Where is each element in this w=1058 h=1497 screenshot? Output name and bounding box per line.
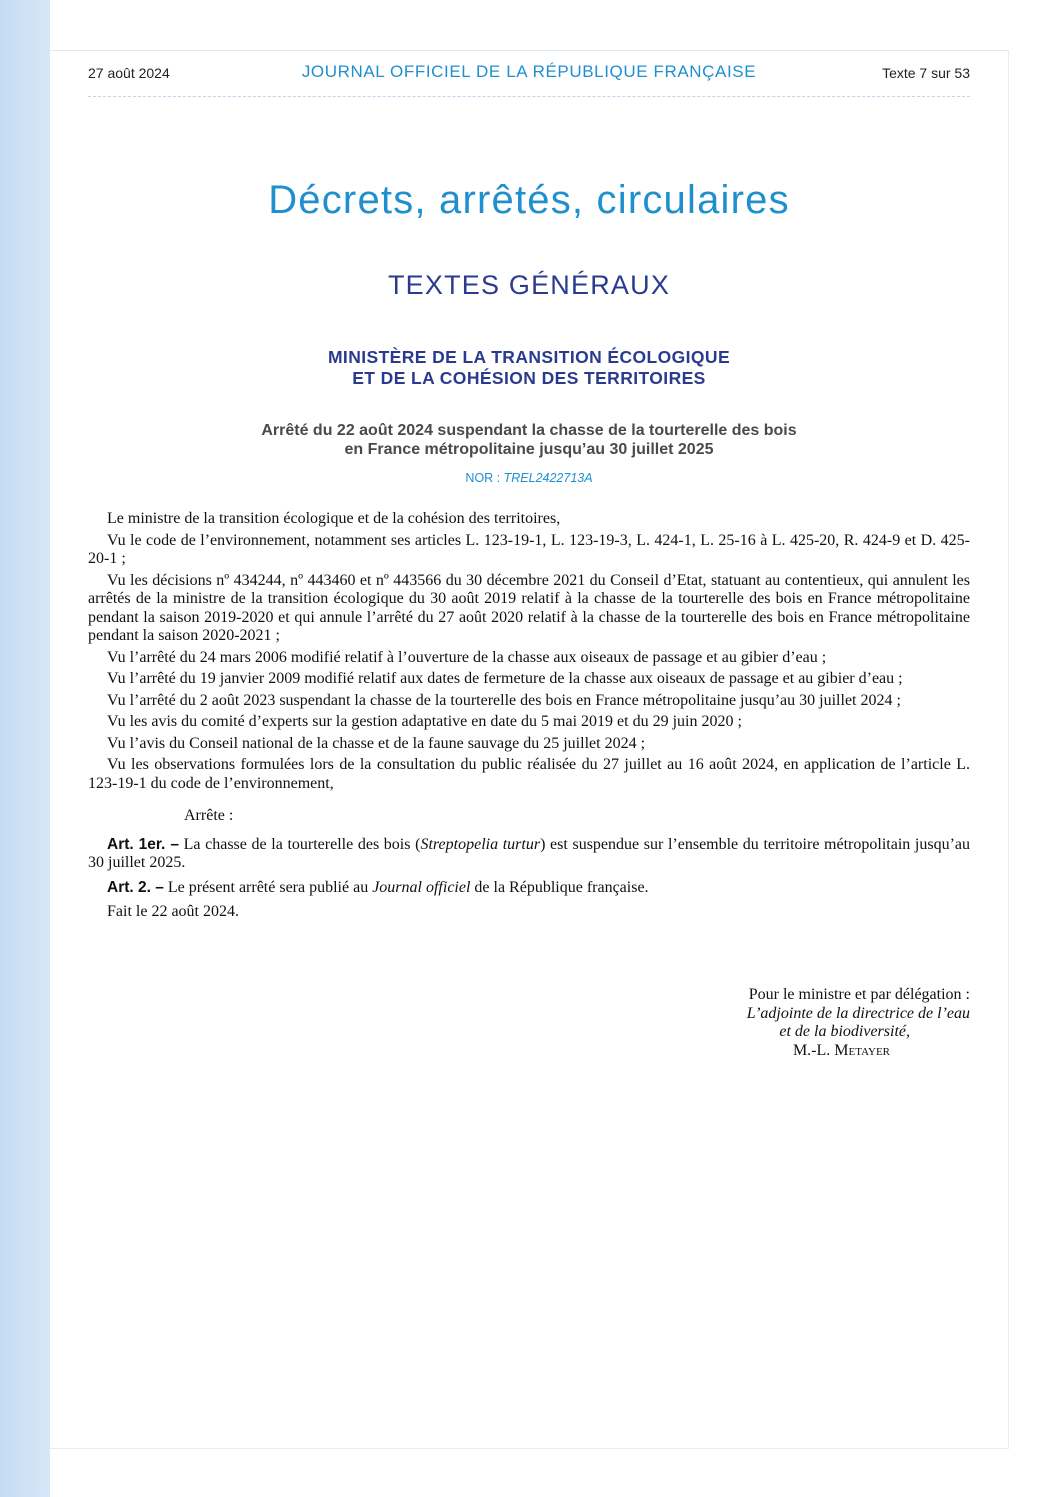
arrete-title-line: en France métropolitaine jusqu’au 30 juillet 2025 [344, 441, 714, 458]
journal-officiel-reference: Journal officiel [372, 878, 471, 896]
nor-value: TREL2422713A [503, 471, 593, 485]
header-divider [88, 96, 970, 97]
article-1 [88, 836, 970, 873]
preamble-paragraph: Vu l’arrêté du 2 août 2023 suspendant la chasse de la tourterelle des bois en France métropolitaine jusqu’au 30 juillet 2024 ; [107, 691, 901, 709]
section-title: Décrets, arrêtés, circulaires [268, 178, 790, 222]
nor-reference [88, 471, 970, 485]
arrete-word: Arrête : [184, 807, 234, 824]
preamble-paragraph: Vu les observations formulées lors de la consultation du public réalisée du 27 juillet au 16 août 2024, en application de l’article L. 123-19-1 du code de l’environnement, [88, 756, 970, 792]
nor-label: NOR : [465, 471, 504, 485]
fait-le-date: Fait le 22 août 2024. [107, 903, 239, 920]
arrete-title-line: Arrêté du 22 août 2024 suspendant la chasse de la tourterelle des bois [261, 422, 797, 439]
ministry-line: MINISTÈRE DE LA TRANSITION ÉCOLOGIQUE [327, 347, 731, 367]
ministry-heading [88, 347, 970, 389]
article-2-text: Le présent arrêté sera publié au [163, 878, 373, 896]
preamble-paragraph: Vu l’avis du Conseil national de la chasse et de la faune sauvage du 25 juillet 2024 ; [107, 734, 646, 752]
text-number: Texte 7 sur 53 [882, 65, 970, 81]
ministry-line: ET DE LA COHÉSION DES TERRITOIRES [352, 368, 706, 388]
preamble-paragraph: Vu l’arrêté du 19 janvier 2009 modifié relatif aux dates de fermeture de la chasse aux oiseaux de passage et au gibier d’eau ; [107, 670, 903, 687]
page-side-band [0, 0, 50, 1497]
document-body [88, 510, 970, 925]
signatory-name: M.-L. Metayer [792, 1041, 890, 1059]
publication-date: 27 août 2024 [88, 65, 170, 81]
journal-name: JOURNAL OFFICIEL DE LA RÉPUBLIQUE FRANÇAISE [301, 62, 757, 81]
signature-line: L’adjointe de la directrice de l’eau [746, 1004, 970, 1022]
signature-line: et de la biodiversité, [779, 1023, 910, 1040]
preamble-paragraph: Vu les avis du comité d’experts sur la gestion adaptative en date du 5 mai 2019 et du 29 juin 2020 ; [107, 713, 742, 730]
page-header [88, 62, 970, 84]
preamble-paragraph: Le ministre de la transition écologique et de la cohésion des territoires, [107, 510, 561, 527]
article-1-text: La chasse de la tourterelle des bois ( [178, 835, 421, 853]
species-name: Streptopelia turtur [420, 835, 541, 853]
preamble-paragraph: Vu le code de l’environnement, notamment ses articles L. 123-19-1, L. 123-19-3, L. 424-1, L. 25-16 à L. 425-20, R. 424-9 et D. 425-20-1 ; [88, 531, 970, 567]
article-1-text: ) est suspendue sur l’ensemble du territoire métropolitain jusqu’au 30 juillet 2025. [88, 835, 971, 871]
signature-block [560, 986, 970, 1060]
article-1-label: Art. 1er. – [107, 835, 179, 853]
arrete-title [88, 421, 970, 459]
article-2-label: Art. 2. – [107, 878, 164, 896]
preamble-paragraph: Vu l’arrêté du 24 mars 2006 modifié relatif à l’ouverture de la chasse aux oiseaux de passage et au gibier d’eau ; [107, 648, 827, 666]
signature-line: Pour le ministre et par délégation : [748, 986, 970, 1003]
article-2-text: de la République française. [470, 878, 649, 896]
subsection-title: TEXTES GÉNÉRAUX [387, 270, 671, 300]
preamble-paragraph: Vu les décisions nº 434244, nº 443460 et nº 443566 du 30 décembre 2021 du Conseil d’Etat, statuant au contentieux, qui annulent les arrêtés de la ministre de la transition écologique du 30 août 2019 relatif à la chasse de la tourterelle des bois en France métropolitaine pendant la saison 2019-2020 et qui annule l’arrêté du 27 août 2020 relatif à la chasse de la tourterelle des bois en France métropolitaine pendant la saison 2020-2021 ; [88, 571, 970, 644]
article-2 [88, 879, 970, 898]
